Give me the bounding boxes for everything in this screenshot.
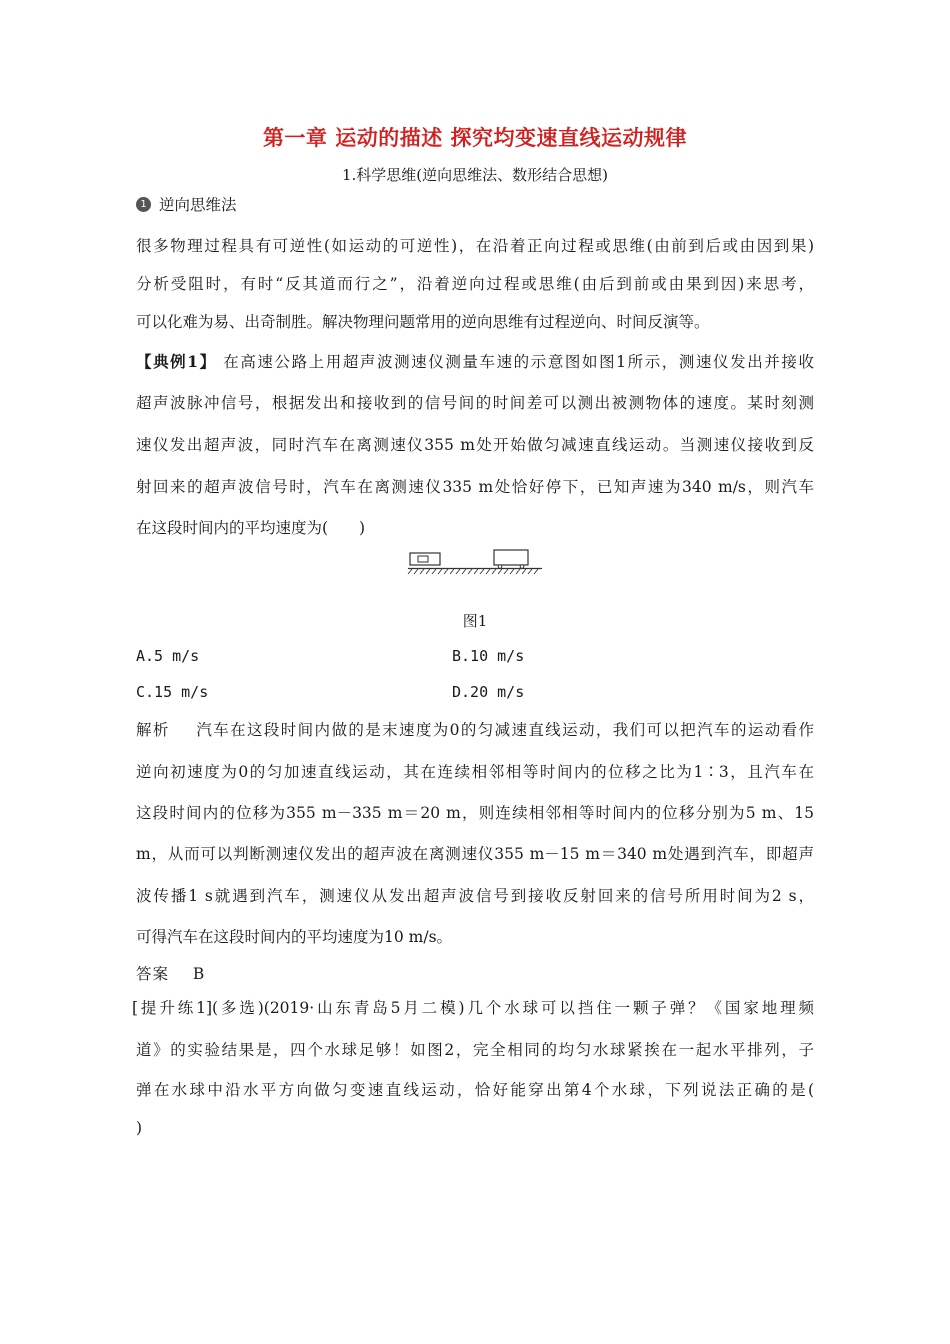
car-body [494,550,528,565]
method-heading [136,193,237,215]
chapter-title: 第一章 运动的描述 探究均变速直线运动规律 [262,126,688,150]
option-d: D.20 m/s [452,683,525,701]
example-line: 在这段时间内的平均速度为( ) [136,519,366,537]
intro-line: 很多物理过程具有可逆性(如运动的可逆性)，在沿着正向过程或思维(由前到后或由因到果) [136,237,814,255]
answer-value: B [192,965,205,983]
number-badge: 1 [136,197,151,212]
method-heading-text: 逆向思维法 [159,196,237,214]
option-b: B.10 m/s [452,647,525,665]
section-subtitle: 1.科学思维(逆向思维法、数形结合思想) [341,166,609,184]
example-line: 超声波脉冲信号，根据发出和接收到的信号间的时间差可以测出被测物体的速度。某时刻测 [136,394,814,412]
practice-line: 道》的实验结果是，四个水球足够！如图2，完全相同的均匀水球紧挨在一起水平排列，子 [136,1041,814,1059]
car-wheel [520,565,524,569]
practice-line: [提升练1](多选)(2019·山东青岛5月二模)几个水球可以挡住一颗子弹？《国家地理频 [132,999,814,1017]
example-label: 【典例1】 [136,352,217,371]
solution-text: 汽车在这段时间内做的是末速度为0的匀减速直线运动，我们可以把汽车的运动看作 [196,721,814,739]
intro-line: 分析受阻时，有时“反其道而行之”，沿着逆向过程或思维(由后到前或由果到因)来思考， [136,275,814,293]
option-c: C.15 m/s [136,683,209,701]
solution-line [136,718,814,740]
solution-line: m，从而可以判断测速仪发出的超声波在离测速仪355 m－15 m＝340 m处遇到汽车，即超声 [136,845,814,863]
solution-line: 逆向初速度为0的匀加速直线运动，其在连续相邻相等时间内的位移之比为1∶3，且汽车在 [136,763,814,781]
option-a: A.5 m/s [136,647,200,665]
solution-line: 可得汽车在这段时间内的平均速度为10 m/s。 [136,928,453,946]
example-text: 在高速公路上用超声波测速仪测量车速的示意图如图1所示，测速仪发出并接收 [223,353,814,371]
solution-label: 解析 [136,721,170,739]
solution-line: 这段时间内的位移为355 m－335 m＝20 m，则连续相邻相等时间内的位移分别为5 m、15 [136,804,814,822]
example-line [136,350,814,372]
example-line: 射回来的超声波信号时，汽车在离测速仪335 m处恰好停下，已知声速为340 m/s，则汽车 [136,478,814,496]
speed-detector-diagram [406,545,546,577]
practice-line: ) [136,1119,143,1137]
solution-line: 波传播1 s就遇到汽车，测速仪从发出超声波信号到接收反射回来的信号所用时间为2 s， [136,887,814,905]
example-line: 速仪发出超声波，同时汽车在离测速仪355 m处开始做匀减速直线运动。当测速仪接收到反 [136,436,814,454]
figure-caption: 图1 [462,612,488,630]
practice-line: 弹在水球中沿水平方向做匀变速直线运动，恰好能穿出第4个水球，下列说法正确的是( [136,1081,814,1099]
answer-line [136,962,204,984]
answer-label: 答案 [136,965,170,983]
intro-line: 可以化难为易、出奇制胜。解决物理问题常用的逆向思维有过程逆向、时间反演等。 [136,313,710,331]
car-wheel [498,565,502,569]
